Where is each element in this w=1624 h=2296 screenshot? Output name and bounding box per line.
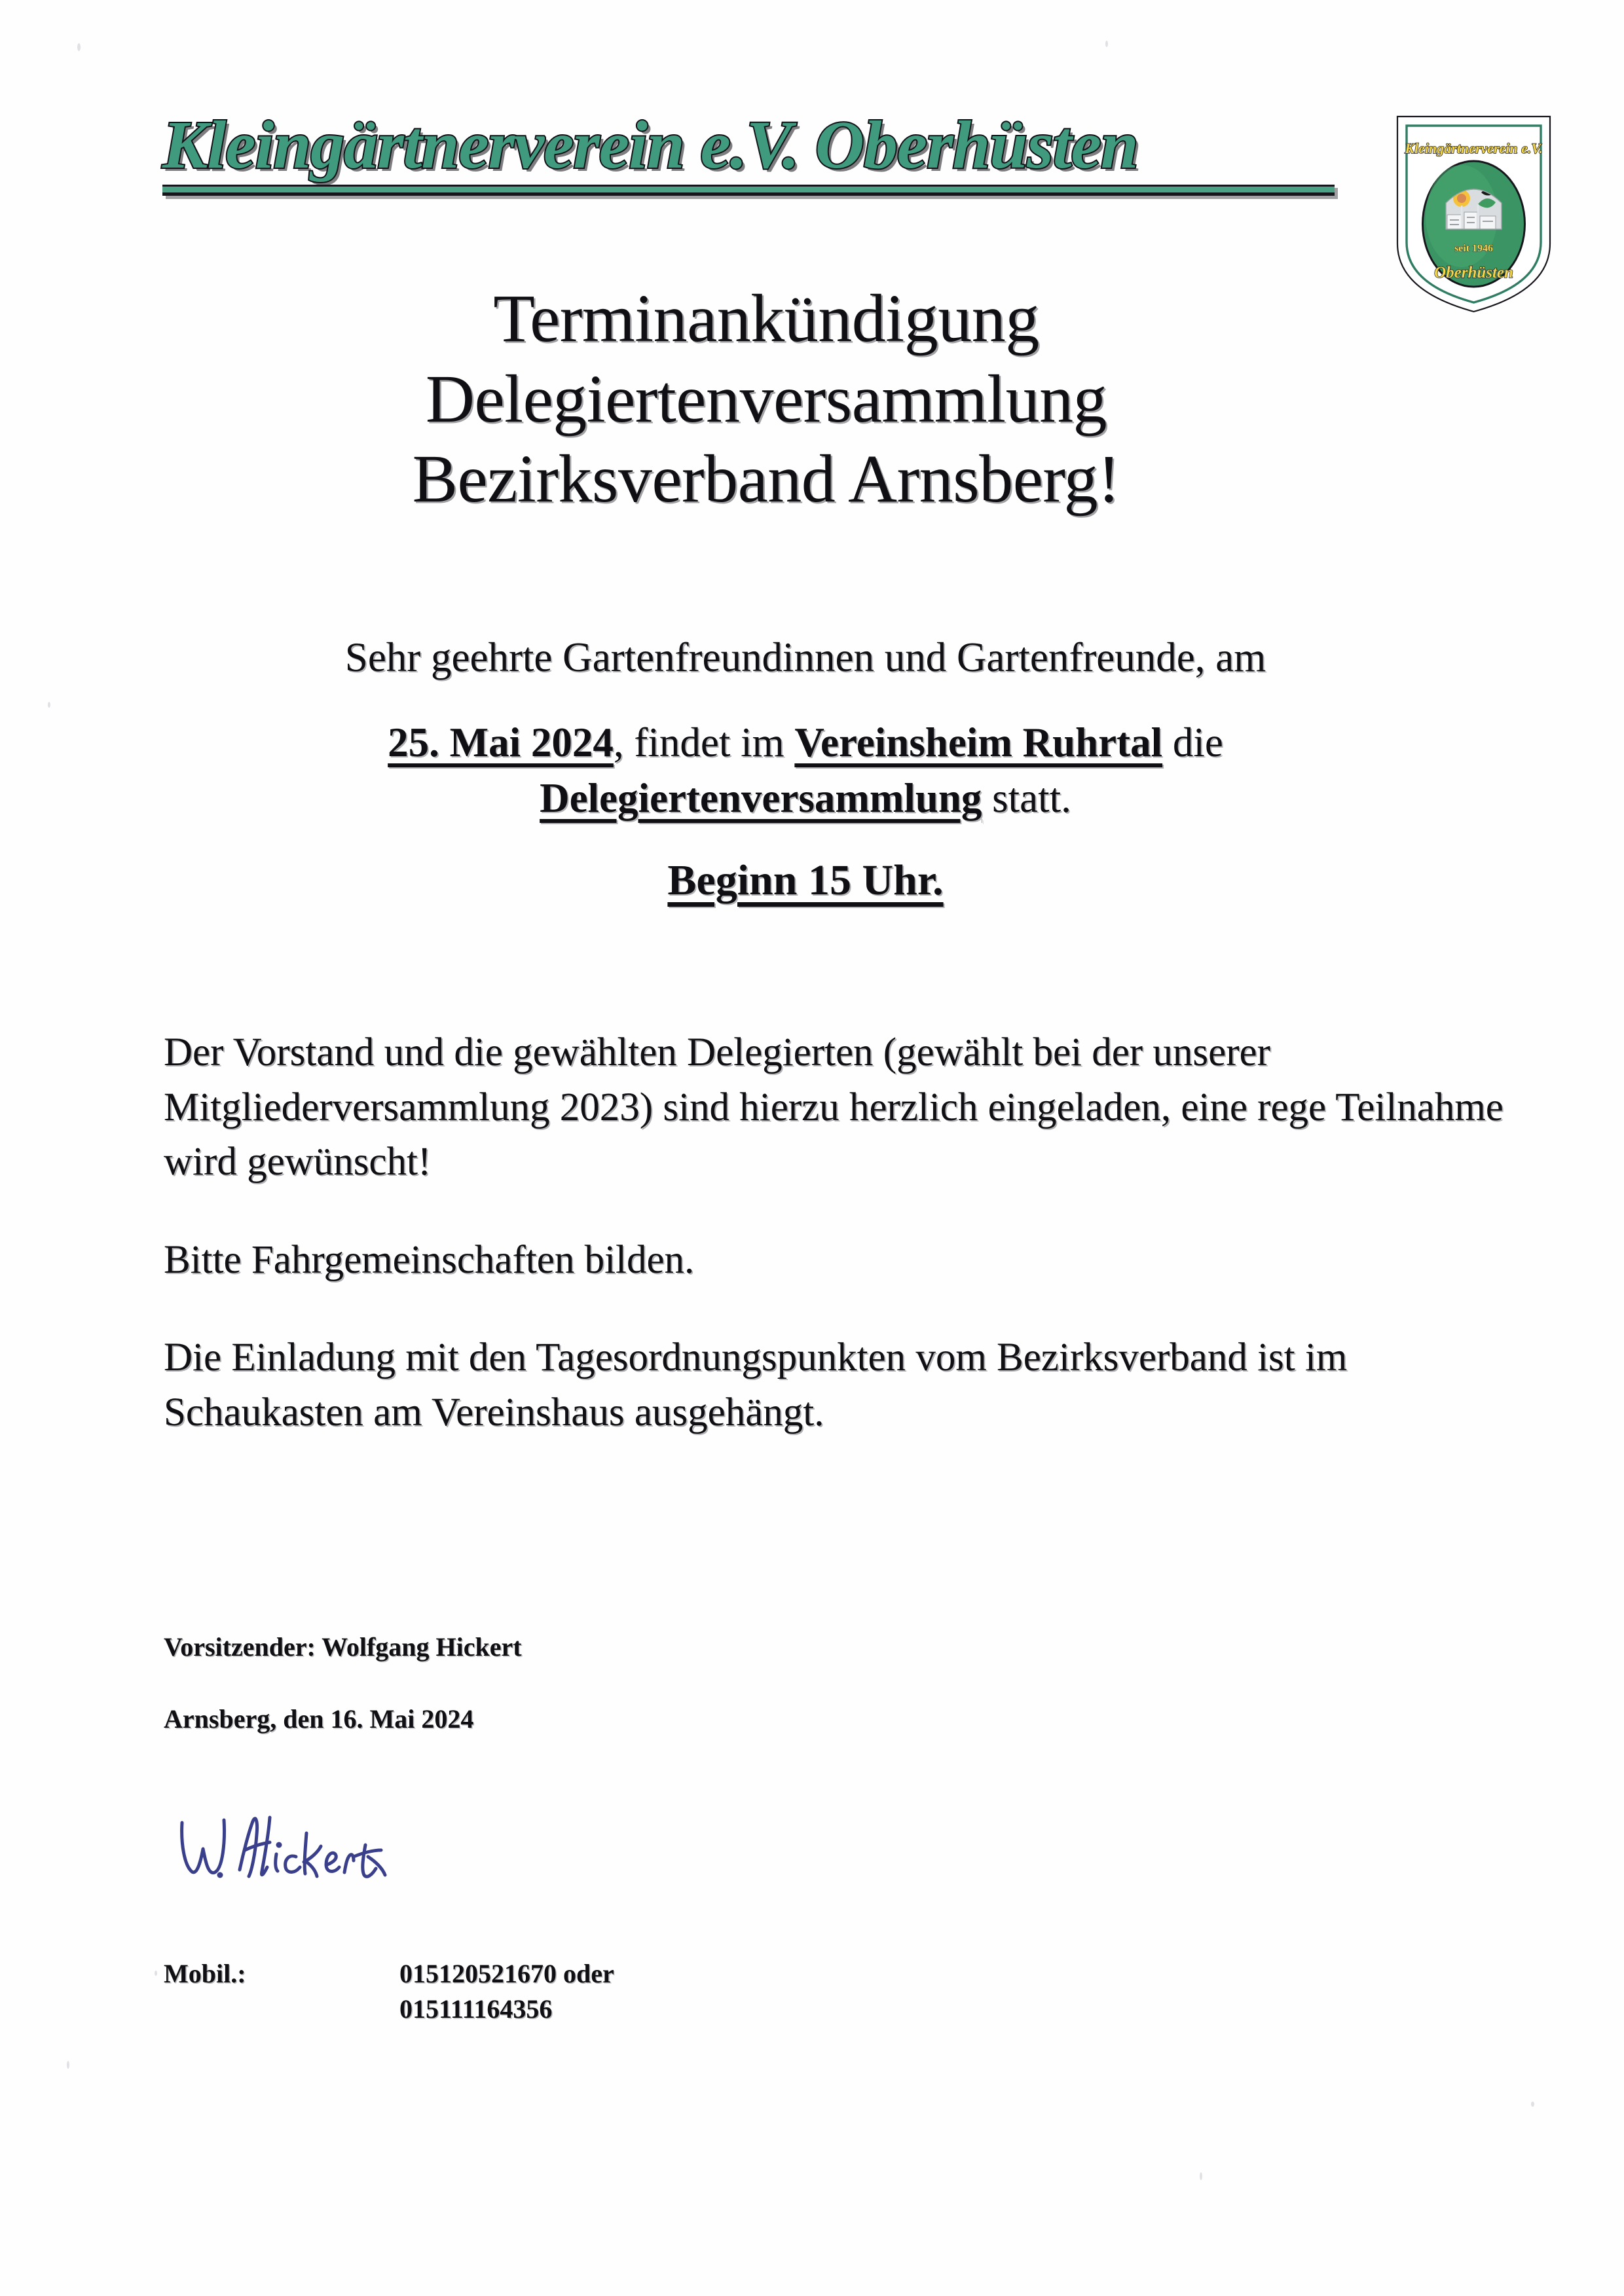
body-paragraph-3: Die Einladung mit den Tagesordnungspunkten vom Bezirksverband ist im Schaukasten am Vereinshaus ausgehängt.: [164, 1336, 1348, 1434]
mobil-row: [164, 1956, 1080, 2028]
club-crest-logo: [1393, 113, 1554, 316]
event-line-2: [131, 771, 1480, 827]
headline-line-3: Bezirksverband Arnsberg!: [412, 441, 1120, 517]
scan-speck: [1105, 41, 1108, 47]
scan-speck: [155, 1971, 157, 1976]
footer-block: [164, 1631, 1211, 1735]
masthead: [162, 107, 1335, 196]
start-time: Beginn 15 Uhr.: [667, 856, 944, 905]
signature: [172, 1794, 479, 1912]
body-paragraph-1: Der Vorstand und die gewählten Delegierten (gewählt bei der unserer Mitgliederversammlung 2023) sind hierzu herzlich eingeladen, eine rege Teilnahme wird gewünscht!: [164, 1030, 1504, 1184]
mobil-number-1: 015120521670 oder: [399, 1959, 614, 1988]
scan-speck: [1200, 2172, 1202, 2180]
intro-block: [131, 630, 1480, 905]
crest-bottom-label: Oberhüsten: [1434, 264, 1513, 282]
event-venue: Vereinsheim Ruhrtal: [794, 719, 1163, 765]
headline-line-1: Terminankündigung: [493, 281, 1039, 356]
masthead-rule: [162, 185, 1335, 196]
scan-speck: [48, 702, 50, 708]
scan-speck: [1531, 2102, 1534, 2107]
mobil-number-2: 015111164356: [399, 1994, 553, 2024]
body-text: [164, 1025, 1513, 1440]
crest-top-label: Kleingärtnerverein e.V.: [1405, 140, 1543, 156]
body-paragraph-2: Bitte Fahrgemeinschaften bilden.: [164, 1237, 695, 1282]
headline-line-2: Delegiertenversammlung: [425, 361, 1107, 437]
scan-speck: [67, 2061, 69, 2069]
chairman-line: Vorsitzender: Wolfgang Hickert: [164, 1632, 522, 1662]
greeting-line: Sehr geehrte Gartenfreundinnen und Gartenfreunde, am: [344, 634, 1266, 680]
mobil-label: Mobil.:: [164, 1959, 246, 1988]
mobil-numbers: [399, 1956, 614, 2028]
event-meeting-suffix: statt.: [982, 775, 1071, 822]
page-title: [157, 279, 1375, 520]
event-meeting-name: Delegiertenversammlung: [540, 775, 982, 822]
event-date-suffix: , findet im: [613, 719, 795, 765]
event-line-1: [131, 715, 1480, 771]
club-name-banner: Kleingärtnerverein e.V. Oberhüsten: [162, 107, 1138, 183]
place-date-line: Arnsberg, den 16. Mai 2024: [164, 1704, 474, 1734]
event-venue-suffix: die: [1162, 719, 1223, 765]
crest-year-label: seit 1946: [1454, 243, 1494, 254]
scan-speck: [77, 43, 81, 51]
event-date: 25. Mai 2024: [388, 719, 614, 765]
